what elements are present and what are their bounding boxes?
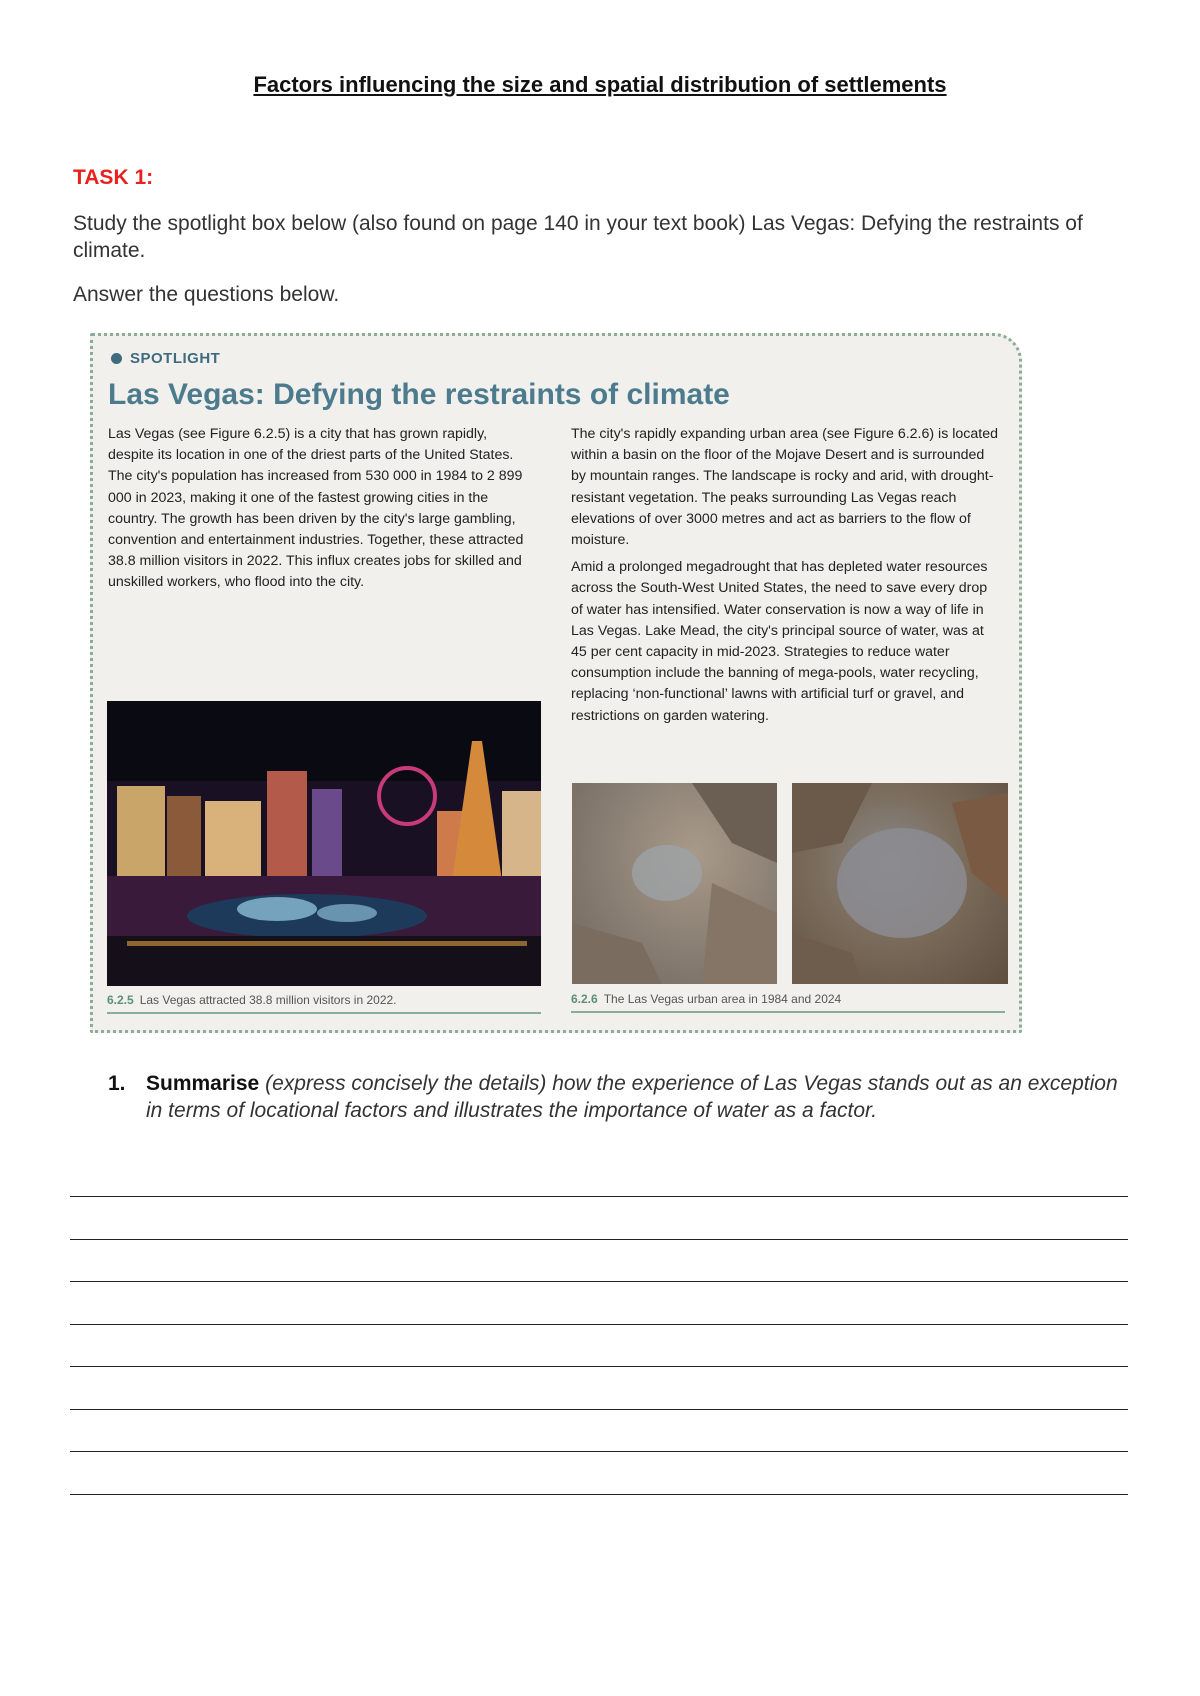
answer-line[interactable] (70, 1494, 1128, 1495)
answer-line[interactable] (70, 1409, 1128, 1410)
question-text (146, 1070, 1138, 1124)
answer-line[interactable] (70, 1324, 1128, 1325)
spotlight-label (111, 350, 220, 367)
bullet-dot-icon (111, 353, 122, 364)
question-number: 1. (108, 1072, 126, 1095)
spotlight-left-column (108, 424, 533, 600)
satellite-image-1984 (572, 783, 777, 984)
figure-caption-6-2-5 (107, 993, 541, 1014)
answer-line[interactable] (70, 1281, 1128, 1282)
task-heading: TASK 1: (73, 166, 154, 189)
figure-caption-text: The Las Vegas urban area in 1984 and 2024 (603, 992, 842, 1006)
answer-line[interactable] (70, 1366, 1128, 1367)
answer-line[interactable] (70, 1239, 1128, 1240)
figure-number: 6.2.6 (571, 992, 598, 1006)
task-intro: Study the spotlight box below (also found on page 140 in your text book) Las Vegas: Defying the restraints of climate. (73, 212, 1083, 262)
spotlight-right-paragraph-1: The city's rapidly expanding urban area (see Figure 6.2.6) is located within a basin on the floor of the Mojave Desert and is surrounded by mountain ranges. The landscape is rocky and arid, with drought-resistant vegetation. The peaks surrounding Las Vegas reach elevations of over 3000 metres and act as barriers to the flow of moisture. (571, 426, 998, 549)
question-command-word: Summarise (146, 1072, 260, 1095)
figure-caption-6-2-6 (571, 992, 1005, 1013)
answer-line[interactable] (70, 1196, 1128, 1197)
figure-number: 6.2.5 (107, 993, 134, 1007)
question-1 (108, 1070, 1138, 1124)
spotlight-label-text: SPOTLIGHT (130, 350, 221, 367)
figure-caption-text: Las Vegas attracted 38.8 million visitors in 2022. (139, 993, 397, 1007)
spotlight-right-paragraph-2: Amid a prolonged megadrought that has depleted water resources across the South-West United States, the need to save every drop of water has intensified. Water conservation is now a way of life in Las Vegas. Lake Mead, the city's principal source of water, was at 45 per cent capacity in mid-2023. Strategies to reduce water consumption include the banning of mega-pools, water recycling, replacing ‘non-functional’ lawns with artificial turf or gravel, and restrictions on garden watering. (571, 559, 988, 724)
answer-line[interactable] (70, 1451, 1128, 1452)
spotlight-title: Las Vegas: Defying the restraints of climate (108, 378, 730, 411)
satellite-1984-image (572, 783, 777, 984)
question-instruction: (express concisely the details) how the experience of Las Vegas stands out as an exception in terms of locational factors and illustrates the importance of water as a factor. (146, 1072, 1118, 1122)
las-vegas-skyline-image (107, 701, 541, 986)
page-title: Factors influencing the size and spatial distribution of settlements (253, 72, 947, 97)
spotlight-left-paragraph: Las Vegas (see Figure 6.2.5) is a city that has grown rapidly, despite its location in one of the driest parts of the United States. The city's population has increased from 530 000 in 1984 to 2 899 000 in 2023, making it one of the fastest growing cities in the country. The growth has been driven by the city's large gambling, convention and entertainment industries. Together, these attracted 38.8 million visitors in 2022. This influx creates jobs for skilled and unskilled workers, who flood into the city. (108, 426, 524, 591)
satellite-2024-image (792, 783, 1008, 984)
spotlight-right-column (571, 424, 1001, 733)
answer-prompt: Answer the questions below. (73, 283, 340, 306)
spotlight-box (90, 333, 1022, 1033)
satellite-image-2024 (792, 783, 1008, 984)
las-vegas-night-photo (107, 701, 541, 986)
